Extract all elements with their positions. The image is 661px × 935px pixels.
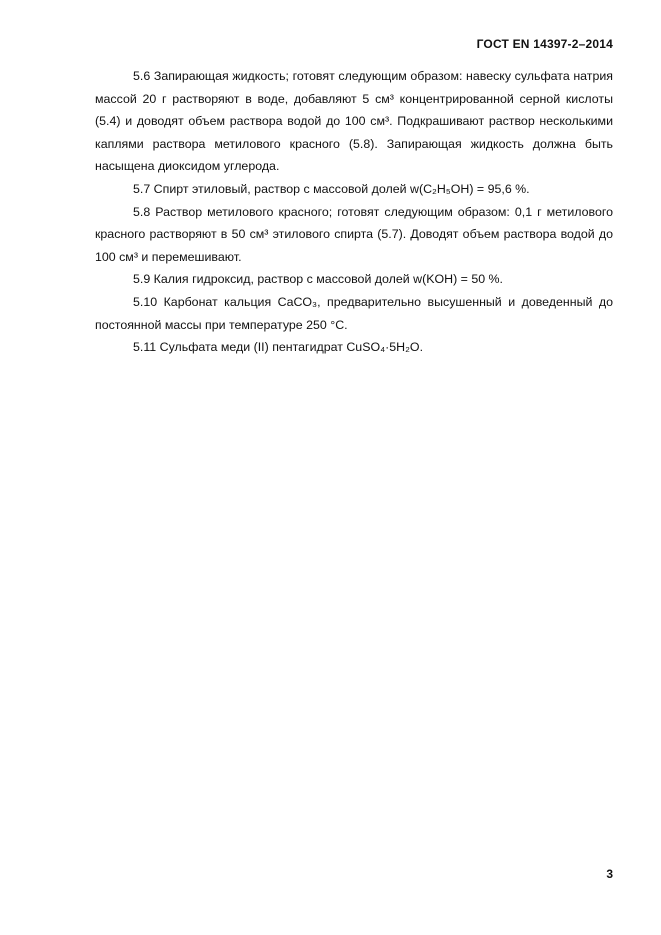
document-body <box>95 65 613 359</box>
paragraph-5-11: 5.11 Сульфата меди (II) пентагидрат CuSO₄·5H₂O. <box>133 340 424 355</box>
paragraph-5-6: 5.6 Запирающая жидкость; готовят следующим образом: навеску сульфата натрия массой 20 г растворяют в воде, добавляют 5 см³ концентрированной серной кислоты (5.4) и доводят объем раствора водой до 100 см³. Подкрашивают раствор несколькими каплями раствора метилового красного (5.8). Запирающая жидкость должна быть насыщена диоксидом углерода. <box>95 69 613 174</box>
paragraph-5-8: 5.8 Раствор метилового красного; готовят следующим образом: 0,1 г метилового красного растворяют в 50 см³ этилового спирта (5.7). Доводят объем раствора водой до 100 см³ и перемешивают. <box>95 204 613 264</box>
paragraph-5-10: 5.10 Карбонат кальция CaCO₃, предварительно высушенный и доведенный до постоянной массы при температуре 250 °С. <box>95 294 613 332</box>
page-number: 3 <box>606 867 613 881</box>
paragraph-5-9: 5.9 Калия гидроксид, раствор с массовой долей w(KOH) = 50 %. <box>133 272 504 287</box>
document-header-standard-id: ГОСТ EN 14397-2–2014 <box>476 37 613 51</box>
paragraph-5-7: 5.7 Спирт этиловый, раствор с массовой долей w(C₂H₅OH) = 95,6 %. <box>133 181 530 196</box>
